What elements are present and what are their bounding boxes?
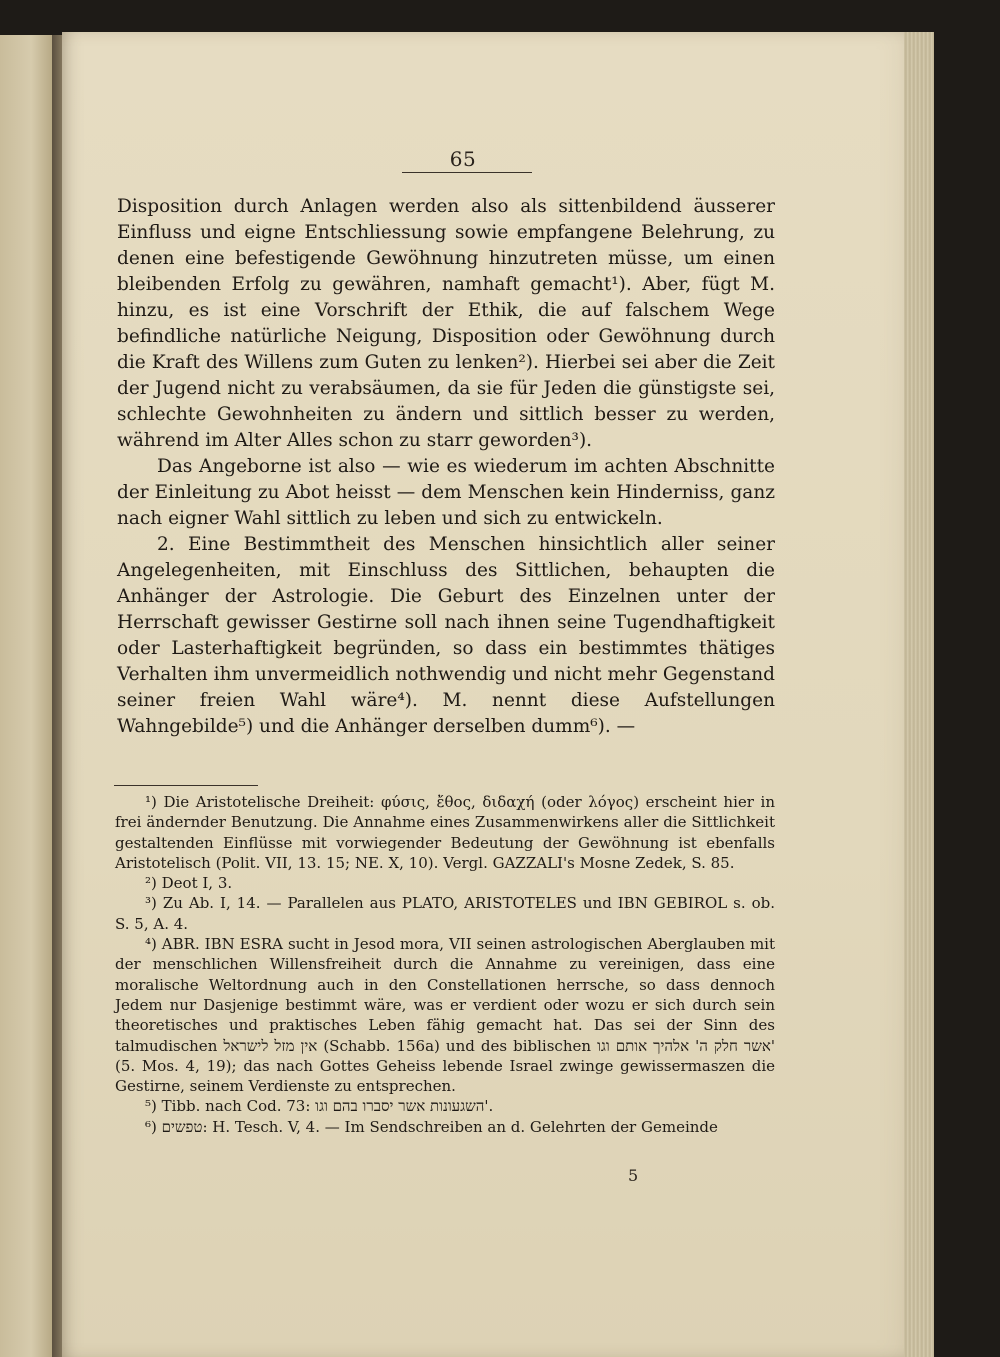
paragraph: 2. Eine Bestimmtheit des Menschen hinsichtlich aller seiner Angelegenheiten, mit Einschluss des Sittlichen, behaupten die Anhänger der Astrologie. Die Geburt des Einzelnen unter der Herrschaft gewisser Gestirne soll nach ihnen seine Tugendhaftigkeit oder Lasterhaftigkeit begründen, so dass ein bestimmtes thätiges Verhalten ihm unvermeidlich nothwendig und nicht mehr Gegenstand seiner freien Wahl wäre⁴). M. nennt diese Aufstellungen Wahngebilde⁵) und die Anhänger derselben dumm⁶). —: [117, 534, 775, 737]
footnote: ³) Zu Ab. I, 14. — Parallelen aus PLATO, ARISTOTELES und IBN GEBIROL s. ob. S. 5, A. 4.: [115, 894, 775, 933]
page-number: 65: [449, 147, 477, 171]
paragraph: Das Angeborne ist also — wie es wiederum im achten Abschnitte der Einleitung zu Abot heisst — dem Menschen kein Hinderniss, ganz nach eigner Wahl sittlich zu leben und sich zu entwickeln.: [117, 456, 775, 529]
book-page: [62, 32, 934, 1357]
footnote: ⁵) Tibb. nach Cod. 73: השגעונות אשר יסברו בהם וגו'.: [145, 1097, 494, 1116]
main-text: [117, 194, 775, 740]
footnote: ⁴) ABR. IBN ESRA sucht in Jesod mora, VII seinen astrologischen Aberglauben mit der menschlichen Willensfreiheit durch die Annahme zu vereinigen, dass eine moralische Weltordnung auch in den Constellationen herrsche, so dass dennoch Jedem nur Dasjenige bestimmt wäre, was er verdient oder wozu er sich durch sein theoretisches und praktisches Leben fähig gemacht hat. Das sei der Sinn des talmudischen אין מזל לישראל (Schabb. 156a) und des biblischen אשר חלק ה' אלהיך אותם וגו' (5. Mos. 4, 19); das nach Gottes Geheiss lebende Israel zwinge gewissermaszen die Gestirne, seinem Verdienste zu entsprechen.: [115, 935, 775, 1096]
page-fore-edge: [904, 32, 934, 1357]
previous-page-edge: [0, 35, 52, 1357]
signature-mark: 5: [628, 1166, 639, 1185]
footnote: ¹) Die Aristotelische Dreiheit: φύσις, ἔθος, διδαχή (oder λόγος) erscheint hier in frei ändernder Benutzung. Die Annahme eines Zusammenwirkens aller die Sittlichkeit gestaltenden Einflüsse mit vorwiegender Bedeutung der Gewöhnung ist ebenfalls Aristotelisch (Polit. VII, 13. 15; NE. X, 10). Vergl. GAZZALI's Mosne Zedek, S. 85.: [115, 793, 775, 872]
paragraph: Disposition durch Anlagen werden also als sittenbildend äusserer Einfluss und eigne Entschliessung sowie empfangene Belehrung, zu denen eine befestigende Gewöhnung hinzutreten müsse, um einen bleibenden Erfolg zu gewähren, namhaft gemacht¹). Aber, fügt M. hinzu, es ist eine Vorschrift der Ethik, die auf falschem Wege befindliche natürliche Neigung, Disposition oder Gewöhnung durch die Kraft des Willens zum Guten zu lenken²). Hierbei sei aber die Zeit der Jugend nicht zu verabsäumen, da sie für Jeden die günstigste sei, schlechte Gewohnheiten zu ändern und sittlich besser zu werden, während im Alter Alles schon zu starr geworden³).: [117, 196, 775, 451]
footnotes: [115, 792, 775, 1137]
footnote-separator: [114, 785, 258, 786]
footnote: ⁶) טפשים: H. Tesch. V, 4. — Im Sendschreiben an d. Gelehrten der Gemeinde: [145, 1117, 718, 1136]
footnote: ²) Deot I, 3.: [145, 874, 233, 893]
header-rule: [402, 172, 532, 173]
